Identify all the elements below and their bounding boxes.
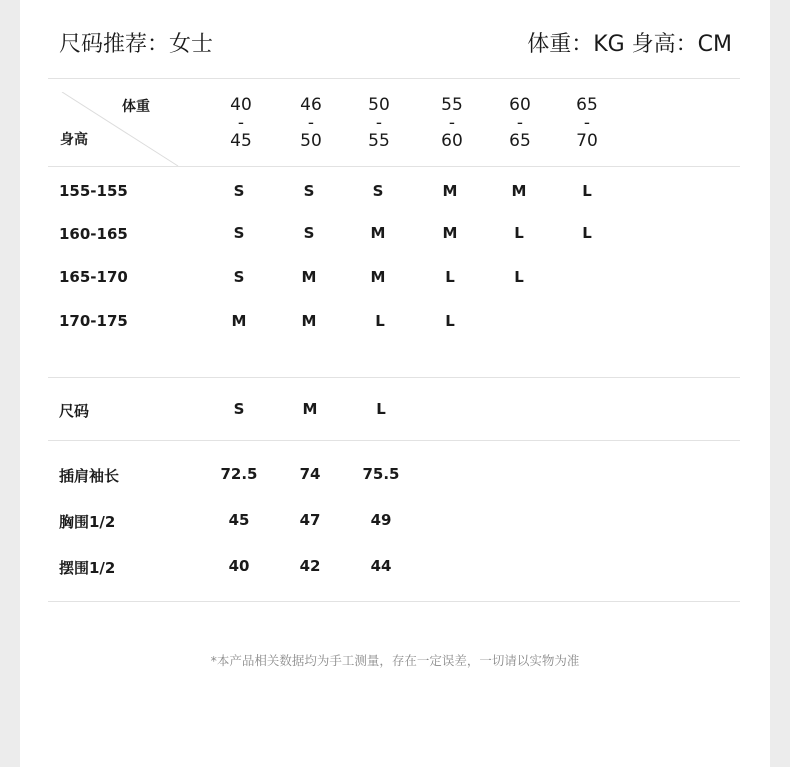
height-range-label: 165-170	[59, 268, 128, 286]
measure-value: 40	[228, 557, 250, 575]
size-cell: S	[233, 268, 245, 286]
size-column-label: 尺码	[59, 402, 90, 420]
weight-range-header: 40 - 45	[230, 95, 252, 151]
size-cell: S	[303, 224, 315, 242]
size-cell: S	[233, 224, 245, 242]
divider	[48, 78, 740, 79]
size-cell: M	[511, 182, 527, 200]
size-cell: M	[370, 268, 386, 286]
size-cell: L	[445, 268, 455, 286]
size-cell: L	[445, 312, 455, 330]
measure-value: 45	[228, 511, 250, 529]
size-header: M	[302, 400, 318, 418]
size-cell: L	[582, 182, 592, 200]
size-cell: M	[301, 268, 317, 286]
height-range-label: 170-175	[59, 312, 128, 330]
weight-range-header: 60 - 65	[509, 95, 531, 151]
size-cell: S	[233, 182, 245, 200]
weight-range-header: 65 - 70	[576, 95, 598, 151]
measure-label: 胸围1/2	[59, 513, 116, 531]
measure-label: 插肩袖长	[59, 467, 120, 485]
measure-value: 47	[299, 511, 321, 529]
size-cell: M	[231, 312, 247, 330]
divider	[48, 440, 740, 441]
weight-range-header: 46 - 50	[300, 95, 322, 151]
measure-value: 75.5	[362, 465, 400, 483]
size-cell: M	[370, 224, 386, 242]
size-cell: S	[372, 182, 384, 200]
measure-value: 42	[299, 557, 321, 575]
size-cell: M	[442, 224, 458, 242]
divider	[48, 166, 740, 167]
size-cell: L	[514, 268, 524, 286]
size-chart-card	[20, 0, 770, 767]
divider	[48, 377, 740, 378]
weight-axis-label: 体重	[122, 99, 150, 115]
measurement-disclaimer: *本产品相关数据均为手工测量，存在一定误差，一切请以实物为准	[210, 653, 580, 668]
weight-range-header: 50 - 55	[368, 95, 390, 151]
size-header: S	[233, 400, 245, 418]
size-cell: S	[303, 182, 315, 200]
height-axis-label: 身高	[60, 132, 88, 148]
size-cell: L	[514, 224, 524, 242]
size-cell: M	[301, 312, 317, 330]
units-label: 体重：KG 身高：CM	[527, 32, 732, 57]
size-cell: M	[442, 182, 458, 200]
height-range-label: 160-165	[59, 225, 128, 243]
size-header: L	[376, 400, 386, 418]
measure-label: 摆围1/2	[59, 559, 116, 577]
divider	[48, 601, 740, 602]
size-cell: L	[582, 224, 592, 242]
measure-value: 72.5	[220, 465, 258, 483]
page-title: 尺码推荐：女士	[59, 32, 214, 57]
weight-range-header: 55 - 60	[441, 95, 463, 151]
measure-value: 49	[370, 511, 392, 529]
height-range-label: 155-155	[59, 182, 128, 200]
measure-value: 44	[370, 557, 392, 575]
size-cell: L	[375, 312, 385, 330]
measure-value: 74	[299, 465, 321, 483]
